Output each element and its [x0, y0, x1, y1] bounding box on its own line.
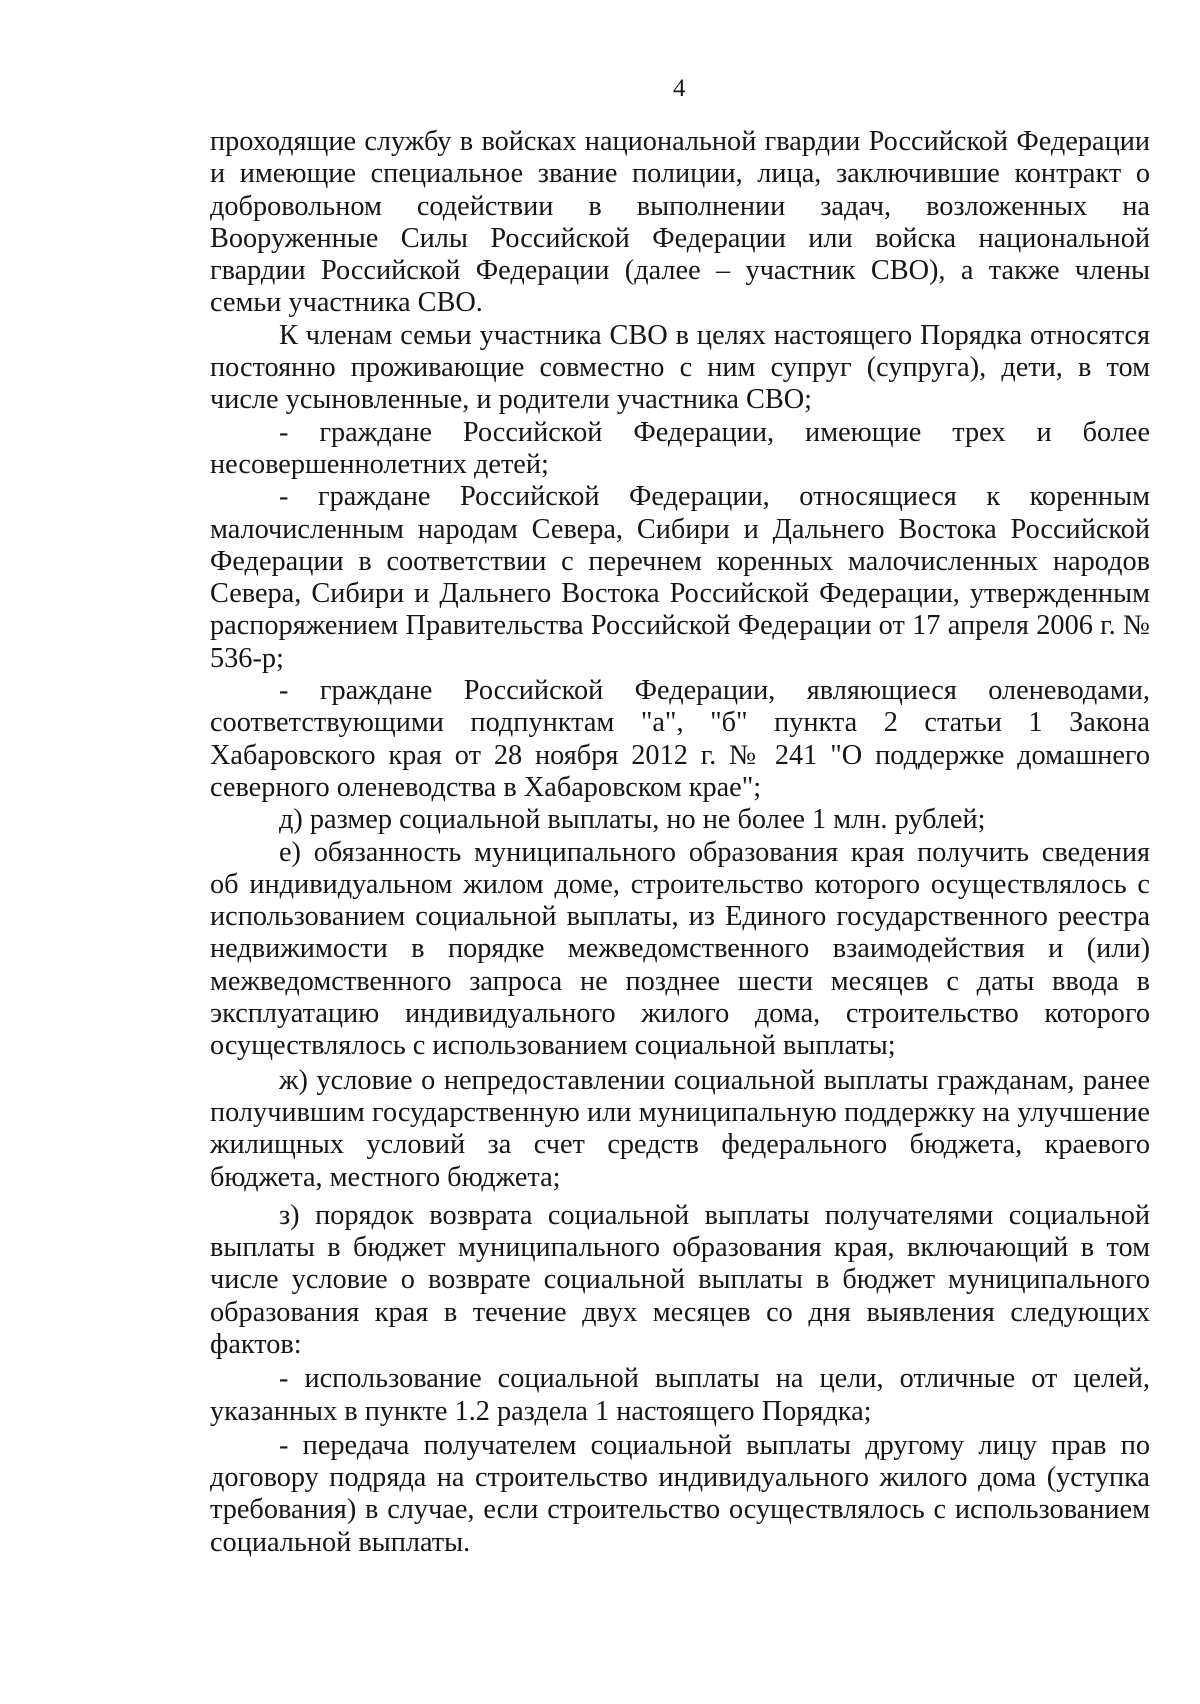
document-body [210, 126, 1150, 1559]
paragraph-item-z: з) порядок возврата социальной выплаты получателями социальной выплаты в бюджет муниципального образования края, включающий в том числе условие о возврате социальной выплаты в бюджет муниципального образования края в течение двух месяцев со дня выявления следующих фактов: [210, 1199, 1150, 1360]
paragraph-item-e: е) обязанность муниципального образования края получить сведения об индивидуальном жилом доме, строительство которого осуществлялось с использованием социальной выплаты, из Единого государственного реестра недвижимости в порядке межведомственного взаимодействия и (или) межведомственного запроса не позднее шести месяцев с даты ввода в эксплуатацию индивидуального жилого дома, строительство которого осуществлялось с использованием социальной выплаты; [210, 836, 1150, 1062]
paragraph-item-zh: ж) условие о непредоставлении социальной выплаты гражданам, ранее получившим государственную или муниципальную поддержку на улучшение жилищных условий за счет средств федерального бюджета, краевого бюджета, местного бюджета; [210, 1064, 1150, 1193]
list-item-reindeer-herders: - граждане Российской Федерации, являющиеся оленеводами, соответствующими подпунктам "а", "б" пункта 2 статьи 1 Закона Хабаровского края от 28 ноября 2012 г. № 241 "О поддержке домашнего северного оленеводства в Хабаровском крае"; [210, 675, 1150, 803]
page-number: 4 [673, 75, 686, 102]
list-item-misuse: - использование социальной выплаты на цели, отличные от целей, указанных в пункте 1.2 раздела 1 настоящего Порядка; [210, 1363, 1150, 1427]
list-item-indigenous-peoples: - граждане Российской Федерации, относящиеся к коренным малочисленным народам Севера, Сибири и Дальнего Востока Российской Федерации в соответствии с перечнем коренных малочисленных народов Севера, Сибири и Дальнего Востока Российской Федерации, утвержденным распоряжением Правительства Российской Федерации от 17 апреля 2006 г. № 536-р; [210, 481, 1150, 674]
paragraph-item-d: д) размер социальной выплаты, но не более 1 млн. рублей; [279, 804, 986, 836]
paragraph-svo-participants: проходящие службу в войсках национальной гвардии Российской Федерации и имеющие специальное звание полиции, лица, заключившие контракт о добровольном содействии в выполнении задач, возложенных на Вооруженные Силы Российской Федерации или войска национальной гвардии Российской Федерации (далее – участник СВО), а также члены семьи участника СВО. [210, 126, 1150, 319]
list-item-assignment: - передача получателем социальной выплаты другому лицу прав по договору подряда на строительство индивидуального жилого дома (уступка требования) в случае, если строительство осуществлялось с использованием социальной выплаты. [210, 1429, 1150, 1558]
paragraph-family-members: К членам семьи участника СВО в целях настоящего Порядка относятся постоянно проживающие совместно с ним супруг (супруга), дети, в том числе усыновленные, и родители участника СВО; [210, 319, 1150, 416]
list-item-large-families: - граждане Российской Федерации, имеющие трех и более несовершеннолетних детей; [210, 416, 1150, 480]
